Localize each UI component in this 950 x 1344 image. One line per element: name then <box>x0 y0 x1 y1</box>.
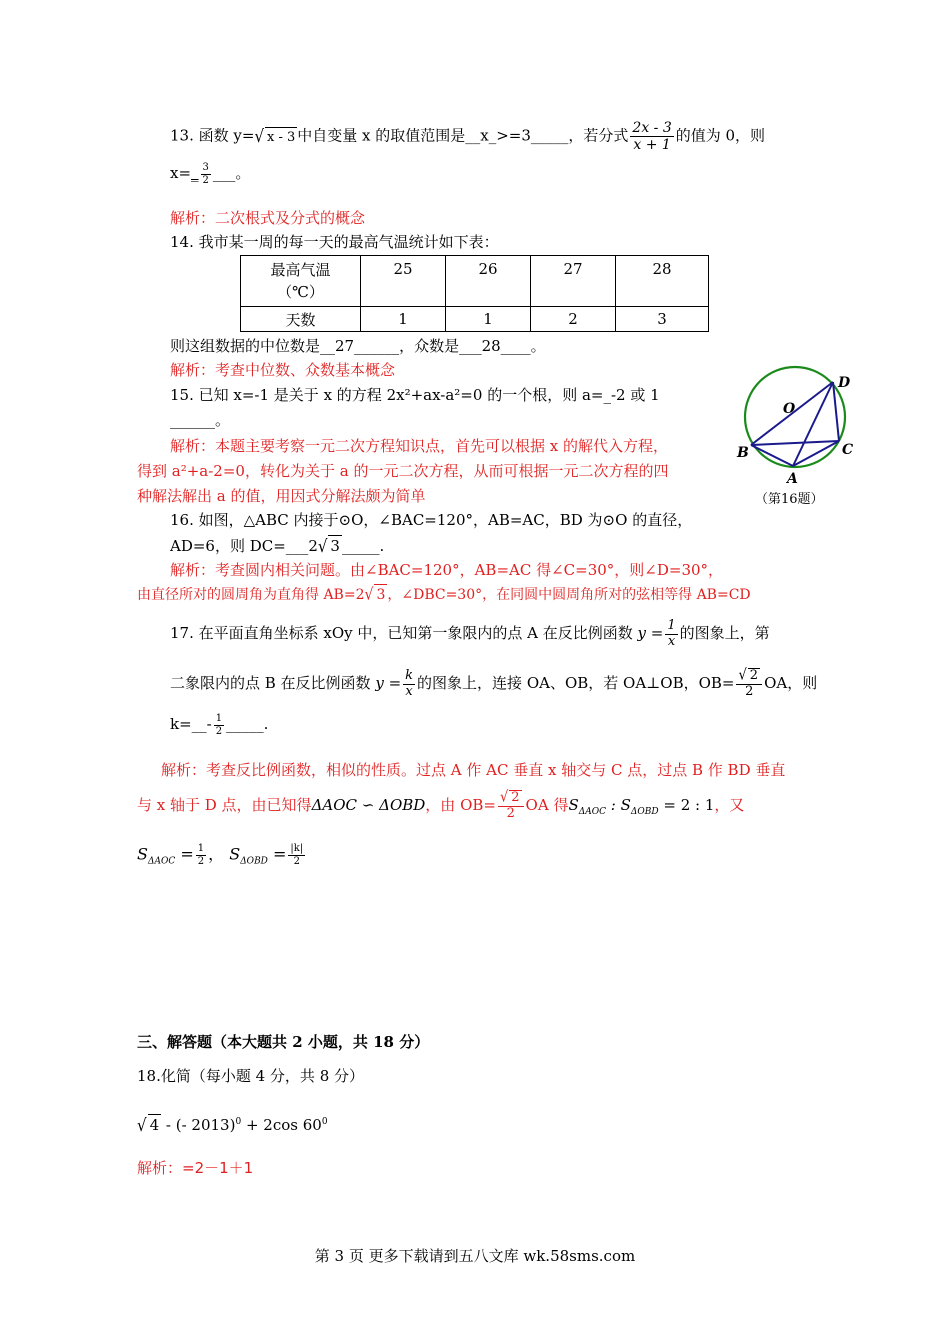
circle-figure <box>735 365 865 515</box>
q15-line1: 15. 已知 x=-1 是关于 x 的方程 2x²+ax-a²=0 的一个根，则 a=_-2 或 1 <box>170 386 660 404</box>
header-label-2: （℃） <box>277 283 324 301</box>
table-cell: 1 <box>446 307 531 332</box>
q17-an2-text-c: OA 得 <box>525 796 569 814</box>
q18-analysis: 解析：=2－1＋1 <box>137 1159 254 1177</box>
sqrt-symbol: √ <box>317 535 328 557</box>
temperature-table <box>240 255 709 332</box>
q17-an2-frac <box>498 790 524 822</box>
q17-f2-num: k <box>405 667 414 683</box>
q18-rad: 4 <box>149 1116 160 1134</box>
q14-analysis: 解析：考查中位数、众数基本概念 <box>170 361 396 379</box>
q13-frac-num: 2x - 3 <box>632 120 672 136</box>
label-C: C <box>842 442 854 458</box>
q17-an2-colon: : S <box>610 796 631 814</box>
q17-an2-S1: S <box>568 796 579 814</box>
q17-f3-num <box>736 668 762 685</box>
page-footer: 第 3 页 更多下载请到五八文库 wk.58sms.com <box>314 1247 636 1265</box>
q17-analysis-3 <box>137 843 307 872</box>
q16-text-a: AD=6，则 DC=___ <box>170 537 309 555</box>
q13-text-a: 13. 函数 y= <box>170 126 255 145</box>
table-row <box>241 307 709 332</box>
q17-an2-ratio-val: = 2 : 1 <box>663 796 715 814</box>
q15-analysis-2: 得到 a²+a-2=0，转化为关于 a 的一元二次方程，从而可根据一元二次方程的四 <box>137 462 669 480</box>
q17-f2-den: x <box>405 683 413 699</box>
q17-f1-num: 1 <box>667 617 676 633</box>
q17-k-frac <box>214 713 224 737</box>
q17-f2-frac <box>403 669 415 700</box>
sqrt-symbol: √ <box>738 666 747 685</box>
q17-l4-sub2: ΔOBD <box>240 856 268 867</box>
q13-line1 <box>170 120 765 153</box>
q17-f1-lhs: y = <box>637 624 664 642</box>
label-O: O <box>783 401 796 417</box>
q17-l4-num2: |k| <box>290 843 304 854</box>
q13-text-end: ___。 <box>212 164 251 182</box>
q13-fraction <box>630 120 673 153</box>
table-cell: 26 <box>446 256 531 307</box>
q17-l4-eq1: = <box>180 844 194 864</box>
q17-text-b: 的图象上，第 <box>679 624 770 642</box>
q17-k-end: _____. <box>226 715 269 733</box>
table-row <box>241 256 709 307</box>
q13-analysis: 解析：二次根式及分式的概念 <box>170 209 366 227</box>
label-A: A <box>787 471 798 487</box>
q17-text-c: 二象限内的点 B 在反比例函数 <box>170 674 371 692</box>
q16-text-b: _____. <box>341 537 385 555</box>
label-D: D <box>838 375 851 391</box>
q17-text-d: 的图象上，连接 OA、OB，若 OA⊥OB，OB= <box>417 674 735 692</box>
q13-x-eq: x= <box>170 164 192 182</box>
q17-f1-frac <box>665 619 677 650</box>
segment-BA <box>751 445 793 466</box>
segment-AD <box>793 382 833 466</box>
q17-an2-text-a: 与 x 轴于 D 点，由已知得 <box>137 796 312 814</box>
q17-an2-sim: ΔAOC ∽ ΔOBD <box>311 796 426 814</box>
q17-k-sign: - <box>206 715 212 733</box>
table-cell: 3 <box>616 307 709 332</box>
q17-l4-S1: S <box>137 844 148 864</box>
q17-f3-rad: 2 <box>749 668 759 684</box>
q17-line3 <box>170 713 268 737</box>
q13-text-c: 的值为 0，则 <box>675 126 766 145</box>
header-label-1: 最高气温 <box>270 261 331 279</box>
q16-an2-text-b: ，∠DBC=30°，在同圆中圆周角所对的弦相等得 AB=CD <box>387 587 751 603</box>
table-cell: 天数 <box>241 307 361 332</box>
q15-analysis-1: 解析：本题主要考察一元二次方程知识点，首先可以根据 x 的解代入方程， <box>170 437 668 455</box>
q17-l4-sub1: ΔAOC <box>147 856 176 867</box>
sqrt-symbol: √ <box>364 585 374 605</box>
q17-line2 <box>170 668 817 700</box>
circle-O <box>745 367 845 467</box>
q17-l4-den1: 2 <box>197 855 205 867</box>
q18-exp2: 0 <box>321 1117 328 1127</box>
q17-l4-den2: 2 <box>293 855 300 867</box>
table-cell: 28 <box>616 256 709 307</box>
q15-analysis-3: 种解法解出 a 的值，用因式分解法颇为简单 <box>137 487 426 505</box>
q17-an2-text-d: ，又 <box>714 796 745 814</box>
section3-title: 三、解答题（本大题共 2 小题，共 18 分） <box>137 1033 430 1051</box>
table-cell: 1 <box>361 307 446 332</box>
q18-title: 18.化简（每小题 4 分，共 8 分） <box>137 1067 365 1085</box>
q17-an2-ratio <box>568 796 715 817</box>
q17-an2-sub2: ΔOBD <box>630 807 659 817</box>
q17-l4-S2: S <box>229 844 241 864</box>
q17-k-den: 2 <box>215 725 223 737</box>
q17-l4-frac2 <box>288 843 305 867</box>
q18-exp1: 0 <box>235 1117 242 1127</box>
q18-expr-b: + 2cos 60 <box>245 1116 322 1134</box>
table-cell: 27 <box>531 256 616 307</box>
label-B: B <box>737 445 749 461</box>
q16-line1: 16. 如图，△ABC 内接于⊙O，∠BAC=120°，AB=AC，BD 为⊙O 的直径， <box>170 511 693 529</box>
q17-k-eq: k=__ <box>170 715 207 733</box>
q13-radicand: x - 3 <box>265 127 297 148</box>
q17-f3-den: 2 <box>745 684 754 699</box>
q17-l4-num1: 1 <box>197 843 205 854</box>
q16-an2-coef: 2 <box>355 587 365 603</box>
q13-answer-frac <box>201 162 211 186</box>
table-cell: 2 <box>531 307 616 332</box>
q17-line1 <box>170 618 770 649</box>
q16-analysis-1: 解析：考查圆内相关问题。由∠BAC=120°，AB=AC 得∠C=30°，则∠D=30°， <box>170 561 724 579</box>
q18-expression <box>137 1112 328 1135</box>
q17-analysis-2 <box>137 790 744 827</box>
q17-f3-frac <box>736 668 762 700</box>
q16-analysis-2 <box>137 584 751 605</box>
q13-ans-den: 2 <box>202 174 209 186</box>
q17-l4-sep: ， <box>208 844 225 864</box>
q17-an2-frac-num <box>498 790 524 807</box>
sqrt-symbol: √ <box>137 1114 147 1136</box>
q16-line2 <box>170 535 384 556</box>
q17-text-a: 17. 在平面直角坐标系 xOy 中，已知第一象限内的点 A 在反比例函数 <box>170 624 633 642</box>
q16-an2-rad: 3 <box>374 584 387 605</box>
table-header-cell <box>241 256 361 307</box>
q13-frac-den: x + 1 <box>633 137 671 154</box>
figure-caption: （第16题） <box>755 492 824 507</box>
q17-f2-lhs: y = <box>375 674 402 692</box>
q17-an2-frac-rad: 2 <box>511 790 520 806</box>
q17-an2-text-b: ，由 OB= <box>425 796 496 814</box>
q16-ans-rad: 3 <box>330 537 340 555</box>
sqrt-symbol: √ <box>499 788 509 807</box>
q17-l4-frac1 <box>196 843 206 867</box>
q13-text-b: 中自变量 x 的取值范围是__x_>=3_____，若分式 <box>297 126 629 145</box>
q17-an2-sub1: ΔAOC <box>578 807 606 817</box>
q13-ans-num: 3 <box>202 162 209 173</box>
sqrt-symbol: √ <box>254 125 264 146</box>
q16-an2-text-a: 由直径所对的圆周角为直角得 AB= <box>137 587 356 603</box>
q17-f1-den: x <box>667 633 676 649</box>
q18-expr-a: - (- 2013) <box>165 1116 236 1134</box>
q17-an2-frac-den: 2 <box>506 806 515 821</box>
q13-blank-line: _ <box>191 164 199 182</box>
q14-answer: 则这组数据的中位数是__27______，众数是___28____。 <box>170 337 546 355</box>
q16-ans-coef: 2 <box>308 537 318 555</box>
q13-line2 <box>170 162 250 186</box>
table-cell: 25 <box>361 256 446 307</box>
segment-BC <box>751 441 839 445</box>
q17-l4-eq2: = <box>273 844 287 864</box>
q17-k-num: 1 <box>215 713 223 724</box>
q17-text-e: OA，则 <box>764 674 818 692</box>
q15-line2: ______。 <box>170 411 231 429</box>
q14-intro: 14. 我市某一周的每一天的最高气温统计如下表： <box>170 233 499 251</box>
q17-analysis-1: 解析：考查反比例函数，相似的性质。过点 A 作 AC 垂直 x 轴交与 C 点，过点 B 作 BD 垂直 <box>161 761 786 779</box>
